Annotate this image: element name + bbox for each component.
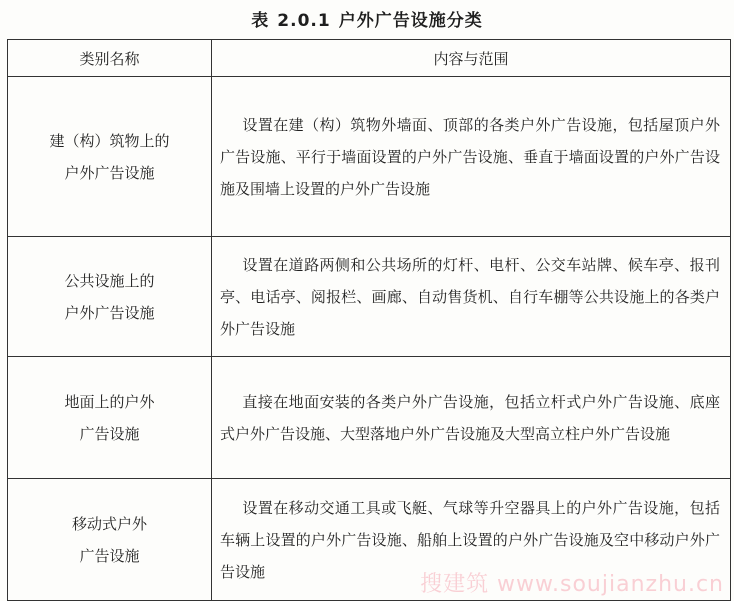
watermark: 搜建筑 www.soujianzhu.cn — [420, 572, 724, 597]
scope-text: 设置在道路两侧和公共场所的灯杆、电杆、公交车站牌、候车亭、报刊亭、电话亭、阅报栏、画廊、自动售货机、自行车棚等公共设施上的各类户外广告设施 — [220, 255, 720, 338]
table-row — [8, 77, 731, 237]
header-content-scope: 内容与范围 — [212, 40, 731, 77]
category-cell — [8, 77, 212, 237]
category-line: 建（构）筑物上的 — [49, 131, 170, 150]
table-row — [8, 357, 731, 479]
category-line: 户外广告设施 — [64, 163, 155, 182]
scope-text: 直接在地面安装的各类户外广告设施，包括立杆式户外广告设施、底座式户外广告设施、大型落地户外广告设施及大型高立柱户外广告设施 — [220, 392, 720, 443]
classification-table — [7, 39, 731, 601]
category-line: 公共设施上的 — [64, 271, 155, 290]
scope-text: 设置在移动交通工具或飞艇、气球等升空器具上的户外广告设施，包括车辆上设置的户外广告设施、船舶上设置的户外广告设施及空中移动户外广告设施 — [220, 498, 720, 581]
table-title-label: 表 — [251, 11, 270, 31]
category-cell — [8, 357, 212, 479]
category-line: 移动式户外 — [71, 514, 147, 533]
category-cell — [8, 237, 212, 357]
scope-cell — [212, 237, 731, 357]
scope-cell — [212, 77, 731, 237]
category-cell — [8, 479, 212, 601]
category-line: 广告设施 — [79, 546, 140, 565]
header-category-name: 类别名称 — [8, 40, 212, 77]
table-title — [0, 6, 734, 34]
scope-text: 设置在建（构）筑物外墙面、顶部的各类户外广告设施，包括屋顶户外广告设施、平行于墙面设置的户外广告设施、垂直于墙面设置的户外广告设施及围墙上设置的户外广告设施 — [220, 115, 720, 198]
table-row — [8, 237, 731, 357]
category-line: 广告设施 — [79, 424, 140, 443]
category-line: 地面上的户外 — [64, 392, 155, 411]
table-title-number: 2.0.1 — [277, 11, 331, 31]
table-title-text: 户外广告设施分类 — [338, 11, 483, 31]
category-line: 户外广告设施 — [64, 303, 155, 322]
table-header-row — [8, 40, 731, 77]
scope-cell — [212, 357, 731, 479]
